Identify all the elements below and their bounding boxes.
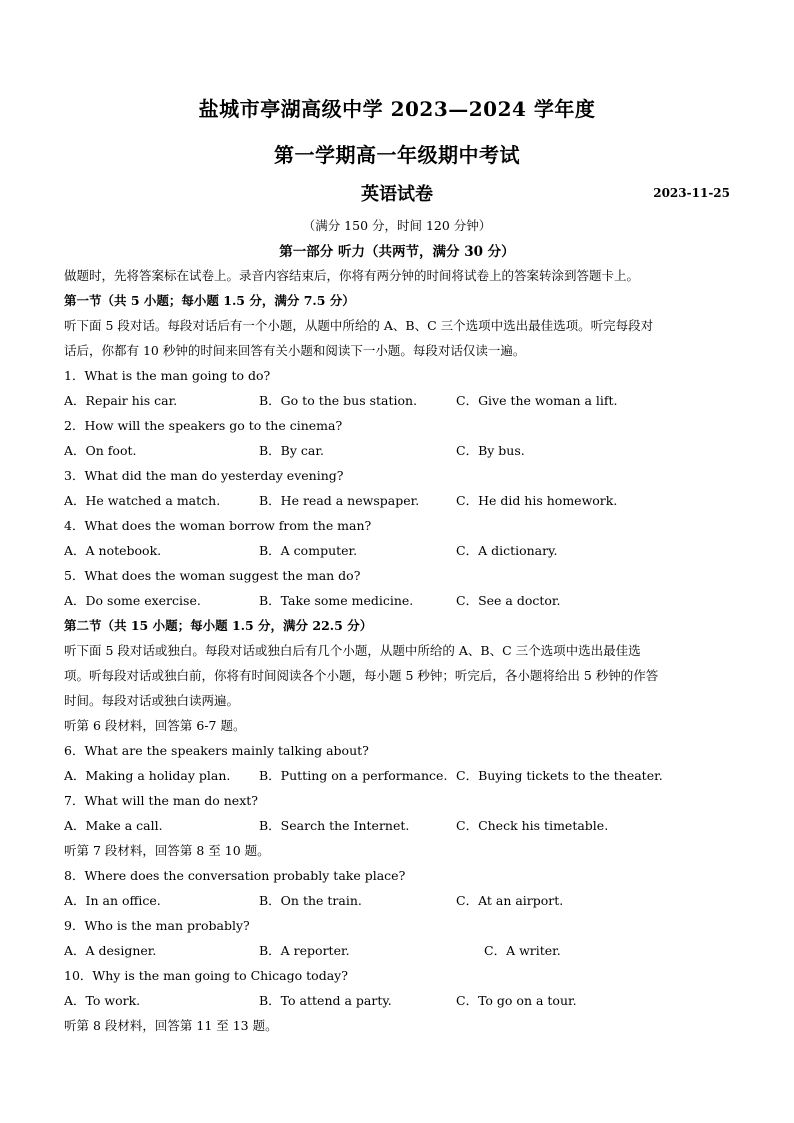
q7-option-b: B．Search the Internet. (259, 818, 410, 833)
question-7: 7．What will the man do next? (64, 793, 258, 808)
question-10: 10．Why is the man going to Chicago today? (64, 968, 348, 983)
q5-option-a: A．Do some exercise. (64, 593, 201, 608)
q3-option-c: C．He did his homework. (456, 493, 618, 508)
q3-option-a: A．He watched a match. (64, 493, 221, 508)
q6-option-c: C．Buying tickets to the theater. (456, 768, 663, 783)
material-6-note: 听第 6 段材料，回答第 6-7 题。 (64, 718, 246, 733)
q10-option-b: B．To attend a party. (259, 993, 392, 1008)
q4-option-c: C．A dictionary. (456, 543, 558, 558)
exam-subject-title: 英语试卷 (361, 184, 433, 205)
q10-option-c: C．To go on a tour. (456, 993, 577, 1008)
q8-option-a: A．In an office. (64, 893, 161, 908)
q10-option-a: A．To work. (64, 993, 141, 1008)
q9-option-c: C．A writer. (484, 943, 561, 958)
exam-term-title: 第一学期高一年级期中考试 (274, 143, 520, 167)
q2-option-b: B．By car. (259, 443, 324, 458)
exam-school-title: 盐城市亭湖高级中学 2023—2024 学年度 (198, 97, 596, 121)
question-8: 8．Where does the conversation probably take place? (64, 868, 406, 883)
exam-score-time-note: （满分 150 分，时间 120 分钟） (302, 218, 492, 233)
question-3: 3．What did the man do yesterday evening? (64, 468, 344, 483)
material-8-note: 听第 8 段材料，回答第 11 至 13 题。 (64, 1018, 278, 1033)
part1-heading: 第一部分 听力（共两节，满分 30 分） (279, 244, 515, 260)
q1-option-c: C．Give the woman a lift. (456, 393, 618, 408)
q2-option-c: C．By bus. (456, 443, 525, 458)
q9-option-a: A．A designer. (64, 943, 157, 958)
general-instruction: 做题时，先将答案标在试卷上。录音内容结束后，你将有两分钟的时间将试卷上的答案转涂到答题卡上。 (64, 268, 640, 283)
q3-option-b: B．He read a newspaper. (259, 493, 420, 508)
section1-instruction-line2: 话后，你都有 10 秒钟的时间来回答有关小题和阅读下一小题。每段对话仅读一遍。 (64, 343, 526, 358)
question-6: 6．What are the speakers mainly talking about? (64, 743, 369, 758)
q1-option-a: A．Repair his car. (64, 393, 178, 408)
q6-option-b: B．Putting on a performance. (259, 768, 448, 783)
question-2: 2．How will the speakers go to the cinema? (64, 418, 343, 433)
q8-option-b: B．On the train. (259, 893, 362, 908)
material-7-note: 听第 7 段材料，回答第 8 至 10 题。 (64, 843, 270, 858)
q9-option-b: B．A reporter. (259, 943, 350, 958)
q7-option-c: C．Check his timetable. (456, 818, 609, 833)
question-5: 5．What does the woman suggest the man do? (64, 568, 361, 583)
section2-heading: 第二节（共 15 小题；每小题 1.5 分，满分 22.5 分） (64, 618, 373, 633)
question-4: 4．What does the woman borrow from the man? (64, 518, 372, 533)
question-9: 9．Who is the man probably? (64, 918, 250, 933)
section1-heading: 第一节（共 5 小题；每小题 1.5 分，满分 7.5 分） (64, 293, 355, 308)
q5-option-c: C．See a doctor. (456, 593, 561, 608)
q6-option-a: A．Making a holiday plan. (64, 768, 231, 783)
q5-option-b: B．Take some medicine. (259, 593, 414, 608)
q7-option-a: A．Make a call. (64, 818, 163, 833)
q4-option-b: B．A computer. (259, 543, 358, 558)
section2-instruction-line2: 项。听每段对话或独白前，你将有时间阅读各个小题，每小题 5 秒钟；听完后，各小题将给出 5 秒钟的作答 (64, 668, 659, 683)
question-1: 1．What is the man going to do? (64, 368, 271, 383)
section2-instruction-line1: 听下面 5 段对话或独白。每段对话或独白后有几个小题，从题中所给的 A、B、C 三个选项中选出最佳选 (64, 643, 641, 658)
section1-instruction-line1: 听下面 5 段对话。每段对话后有一个小题，从题中所给的 A、B、C 三个选项中选出最佳选项。听完每段对 (64, 318, 654, 333)
section2-instruction-line3: 时间。每段对话或独白读两遍。 (64, 693, 240, 708)
q2-option-a: A．On foot. (64, 443, 137, 458)
q4-option-a: A．A notebook. (64, 543, 162, 558)
exam-date: 2023-11-25 (653, 186, 730, 200)
q8-option-c: C．At an airport. (456, 893, 564, 908)
q1-option-b: B．Go to the bus station. (259, 393, 418, 408)
